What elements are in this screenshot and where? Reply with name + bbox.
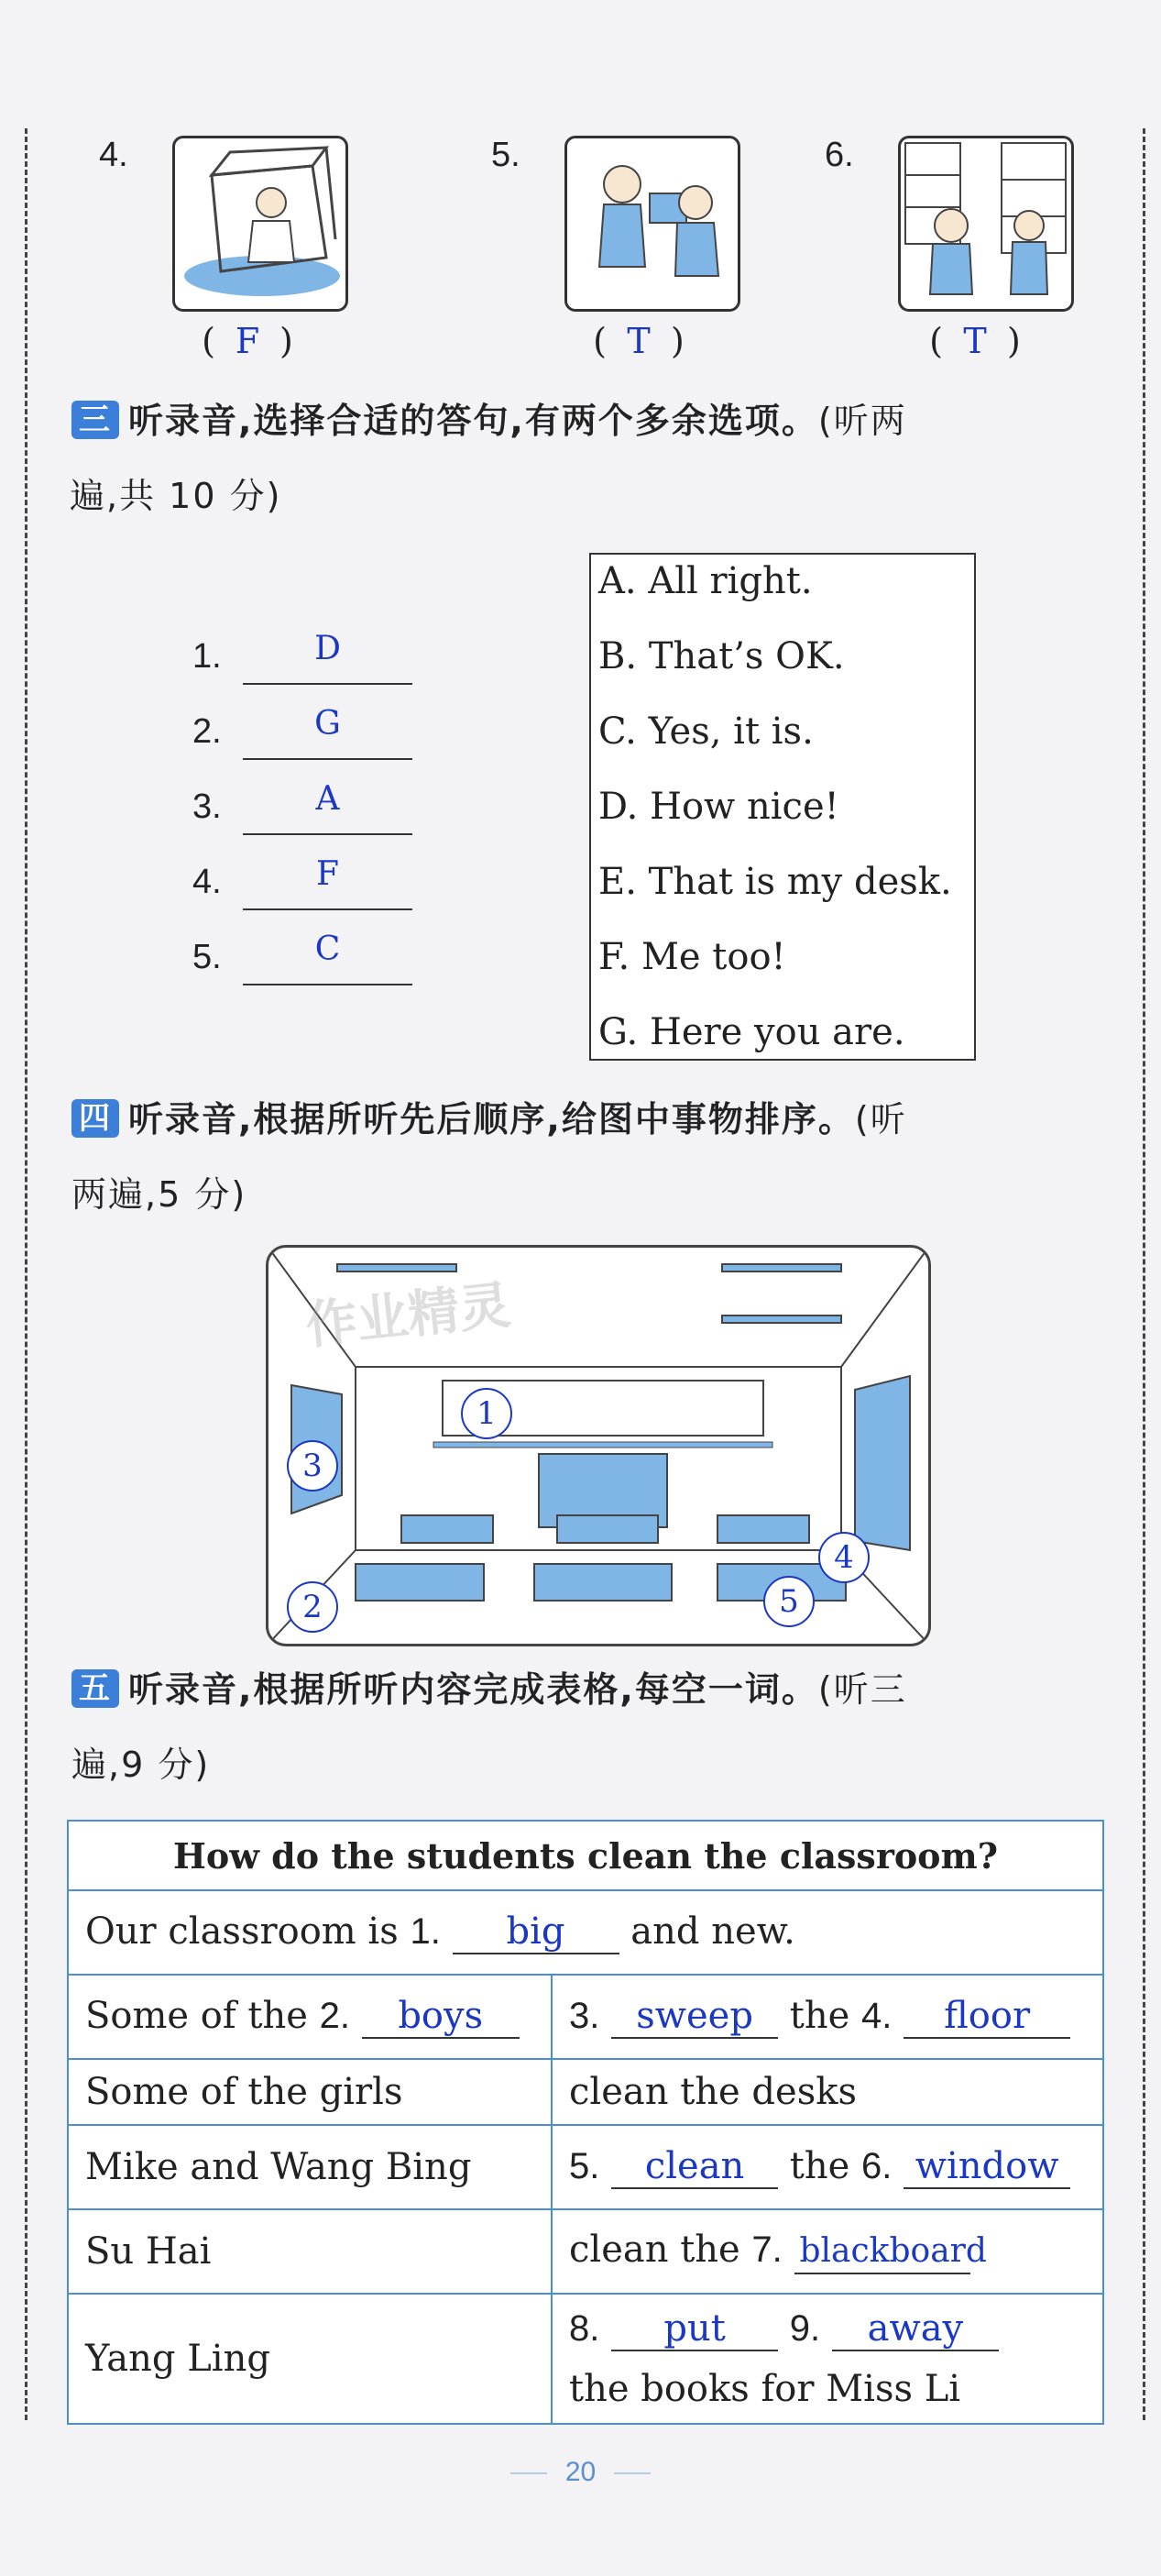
label-3-window: 3 [287, 1440, 338, 1492]
section-5-title: 五 听录音,根据所听内容完成表格,每空一词。(听三 遍,9 分) [71, 1669, 907, 1785]
option-a: A. All right. [598, 560, 813, 602]
table-row: Mike and Wang Bing 5. clean the 6. window [68, 2125, 1103, 2209]
option-f: F. Me too! [598, 936, 786, 978]
answer-parentheses: ( T ) [929, 321, 1021, 361]
blank-row: 1. D [192, 637, 222, 677]
cleaning-table [67, 1820, 1104, 2425]
picture-number: 4. [99, 136, 128, 174]
blank-row: 5. C [192, 938, 222, 977]
blank-8: put [611, 2307, 778, 2351]
table-header: How do the students clean the classroom? [68, 1821, 1103, 1890]
table-row: Su Hai clean the 7. blackboard [68, 2209, 1103, 2294]
page-footer [0, 2457, 1161, 2488]
blank-answer: F [316, 855, 339, 893]
answer-parentheses: ( F ) [202, 321, 293, 361]
section-badge: 五 [71, 1669, 119, 1708]
blank-6: window [904, 2145, 1070, 2189]
blank-2: boys [362, 1995, 520, 2039]
table-row: Some of the girls clean the desks [68, 2059, 1103, 2125]
blank-4: floor [904, 1995, 1070, 2039]
option-c: C. Yes, it is. [598, 710, 814, 753]
blank-5: clean [611, 2145, 778, 2189]
section-3-title: 三 听录音,选择合适的答句,有两个多余选项。(听两 遍,共 10 分) [70, 401, 907, 516]
option-d: D. How nice! [598, 786, 839, 828]
option-g: G. Here you are. [598, 1011, 905, 1053]
blank-row: 2. G [192, 712, 222, 752]
section-badge: 三 [71, 401, 119, 439]
page-number: 20 [564, 2457, 597, 2487]
answer-text: T [627, 321, 651, 361]
left-dashed-border [25, 128, 27, 2420]
section-4-title: 四 听录音,根据所听先后顺序,给图中事物排序。(听 两遍,5 分) [71, 1099, 907, 1215]
section-5-title-line2: 遍,9 分) [71, 1745, 211, 1785]
right-dashed-border [1143, 128, 1145, 2420]
girl-and-boy-computer-picture [564, 136, 740, 312]
children-bookshelf-picture [898, 136, 1074, 312]
table-row: Yang Ling 8. put 9. away the books for Miss Li [68, 2294, 1103, 2424]
section-3-title-line2: 遍,共 10 分) [70, 476, 282, 516]
blank-answer: C [314, 930, 341, 968]
blank-answer: D [314, 630, 341, 667]
section-badge: 四 [71, 1099, 119, 1138]
section-4-title-line2: 两遍,5 分) [71, 1174, 247, 1215]
blank-3: sweep [611, 1995, 778, 2039]
blank-answer: A [315, 780, 340, 818]
answer-text: T [963, 321, 987, 361]
blank-answer: G [314, 705, 341, 743]
label-4-door: 4 [818, 1532, 870, 1583]
classroom-illustration [266, 1245, 931, 1646]
blank-9: away [832, 2307, 999, 2351]
blank-7: blackboard [794, 2230, 970, 2274]
blank-row: 3. A [192, 787, 222, 827]
blank-row: 4. F [192, 863, 222, 902]
option-e: E. That is my desk. [598, 861, 952, 903]
options-box [589, 553, 976, 1061]
picture-number: 6. [825, 136, 854, 174]
table-row: Some of the 2. boys 3. sweep the 4. floor [68, 1975, 1103, 2059]
picture-number: 5. [491, 136, 520, 174]
label-1-blackboard: 1 [461, 1388, 512, 1439]
table-row: Our classroom is 1. big and new. [68, 1890, 1103, 1975]
blank-1: big [453, 1910, 619, 1954]
option-b: B. That’s OK. [598, 635, 845, 677]
label-5-chair: 5 [763, 1576, 815, 1627]
label-2-desk: 2 [287, 1581, 338, 1633]
girl-in-box-picture [172, 136, 348, 312]
answer-parentheses: ( T ) [593, 321, 685, 361]
answer-text: F [235, 321, 260, 361]
watermark-logo: 作业精灵 [302, 1275, 514, 1357]
